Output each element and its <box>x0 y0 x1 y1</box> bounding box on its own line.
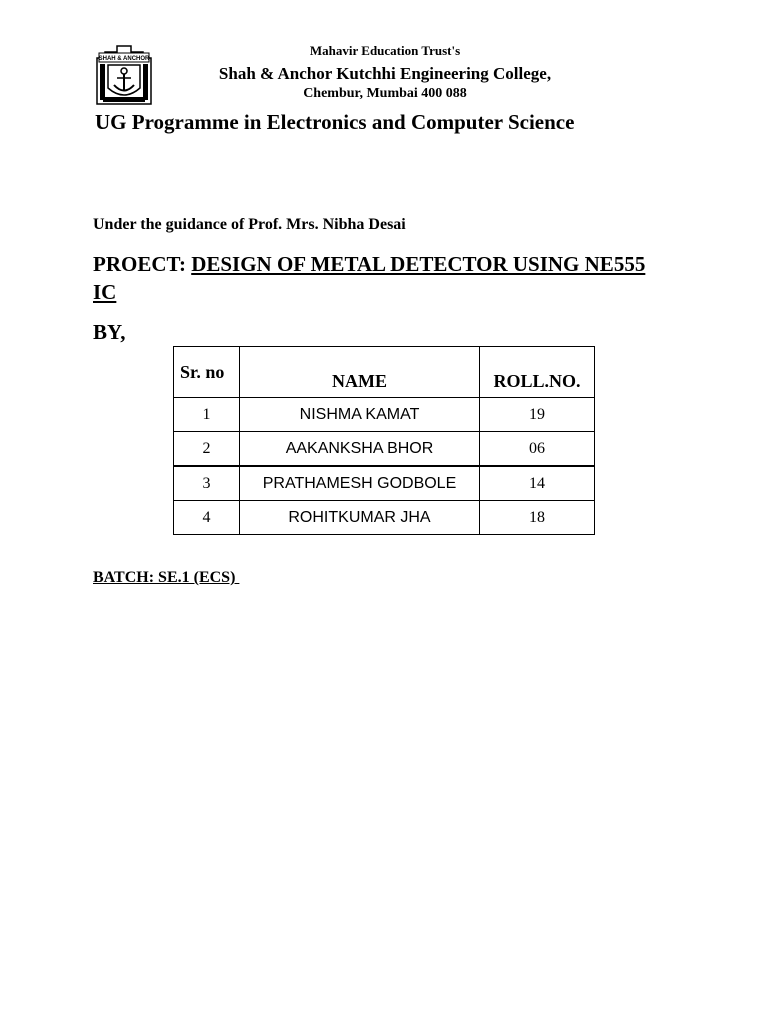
cell-sr: 3 <box>174 466 240 501</box>
cell-name: ROHITKUMAR JHA <box>240 501 480 535</box>
cell-name: PRATHAMESH GODBOLE <box>240 466 480 501</box>
cell-roll: 06 <box>480 432 595 467</box>
trust-name: Mahavir Education Trust's <box>309 43 461 58</box>
college-address: Chembur, Mumbai 400 088 <box>303 86 467 101</box>
project-label: PROECT: <box>93 252 186 276</box>
college-name: Shah & Anchor Kutchhi Engineering College, <box>218 64 552 83</box>
cell-roll: 19 <box>480 398 595 432</box>
header-roll-no: ROLL.NO. <box>480 347 595 398</box>
table-row <box>174 398 595 432</box>
members-table <box>173 346 595 535</box>
programme-title: UG Programme in Electronics and Computer Science <box>95 110 575 134</box>
cell-name: NISHMA KAMAT <box>240 398 480 432</box>
cell-name: AAKANKSHA BHOR <box>240 432 480 467</box>
college-logo <box>95 44 153 106</box>
table-header-row <box>174 347 595 398</box>
by-label: BY, <box>93 320 126 344</box>
cell-roll: 14 <box>480 466 595 501</box>
table-row <box>174 432 595 467</box>
cell-sr: 2 <box>174 432 240 467</box>
table-row <box>174 501 595 535</box>
cell-sr: 4 <box>174 501 240 535</box>
project-title: DESIGN OF METAL DETECTOR USING NE555 IC <box>93 252 646 304</box>
project-heading <box>93 250 673 306</box>
cell-sr: 1 <box>174 398 240 432</box>
batch-label: BATCH: SE.1 (ECS) <box>93 569 240 586</box>
table-row <box>174 466 595 501</box>
svg-text:SHAH & ANCHOR: SHAH & ANCHOR <box>98 56 150 62</box>
cell-roll: 18 <box>480 501 595 535</box>
header-sr-no: Sr. no <box>174 347 240 398</box>
guidance-line: Under the guidance of Prof. Mrs. Nibha Desai <box>93 216 406 233</box>
header-name: NAME <box>240 347 480 398</box>
